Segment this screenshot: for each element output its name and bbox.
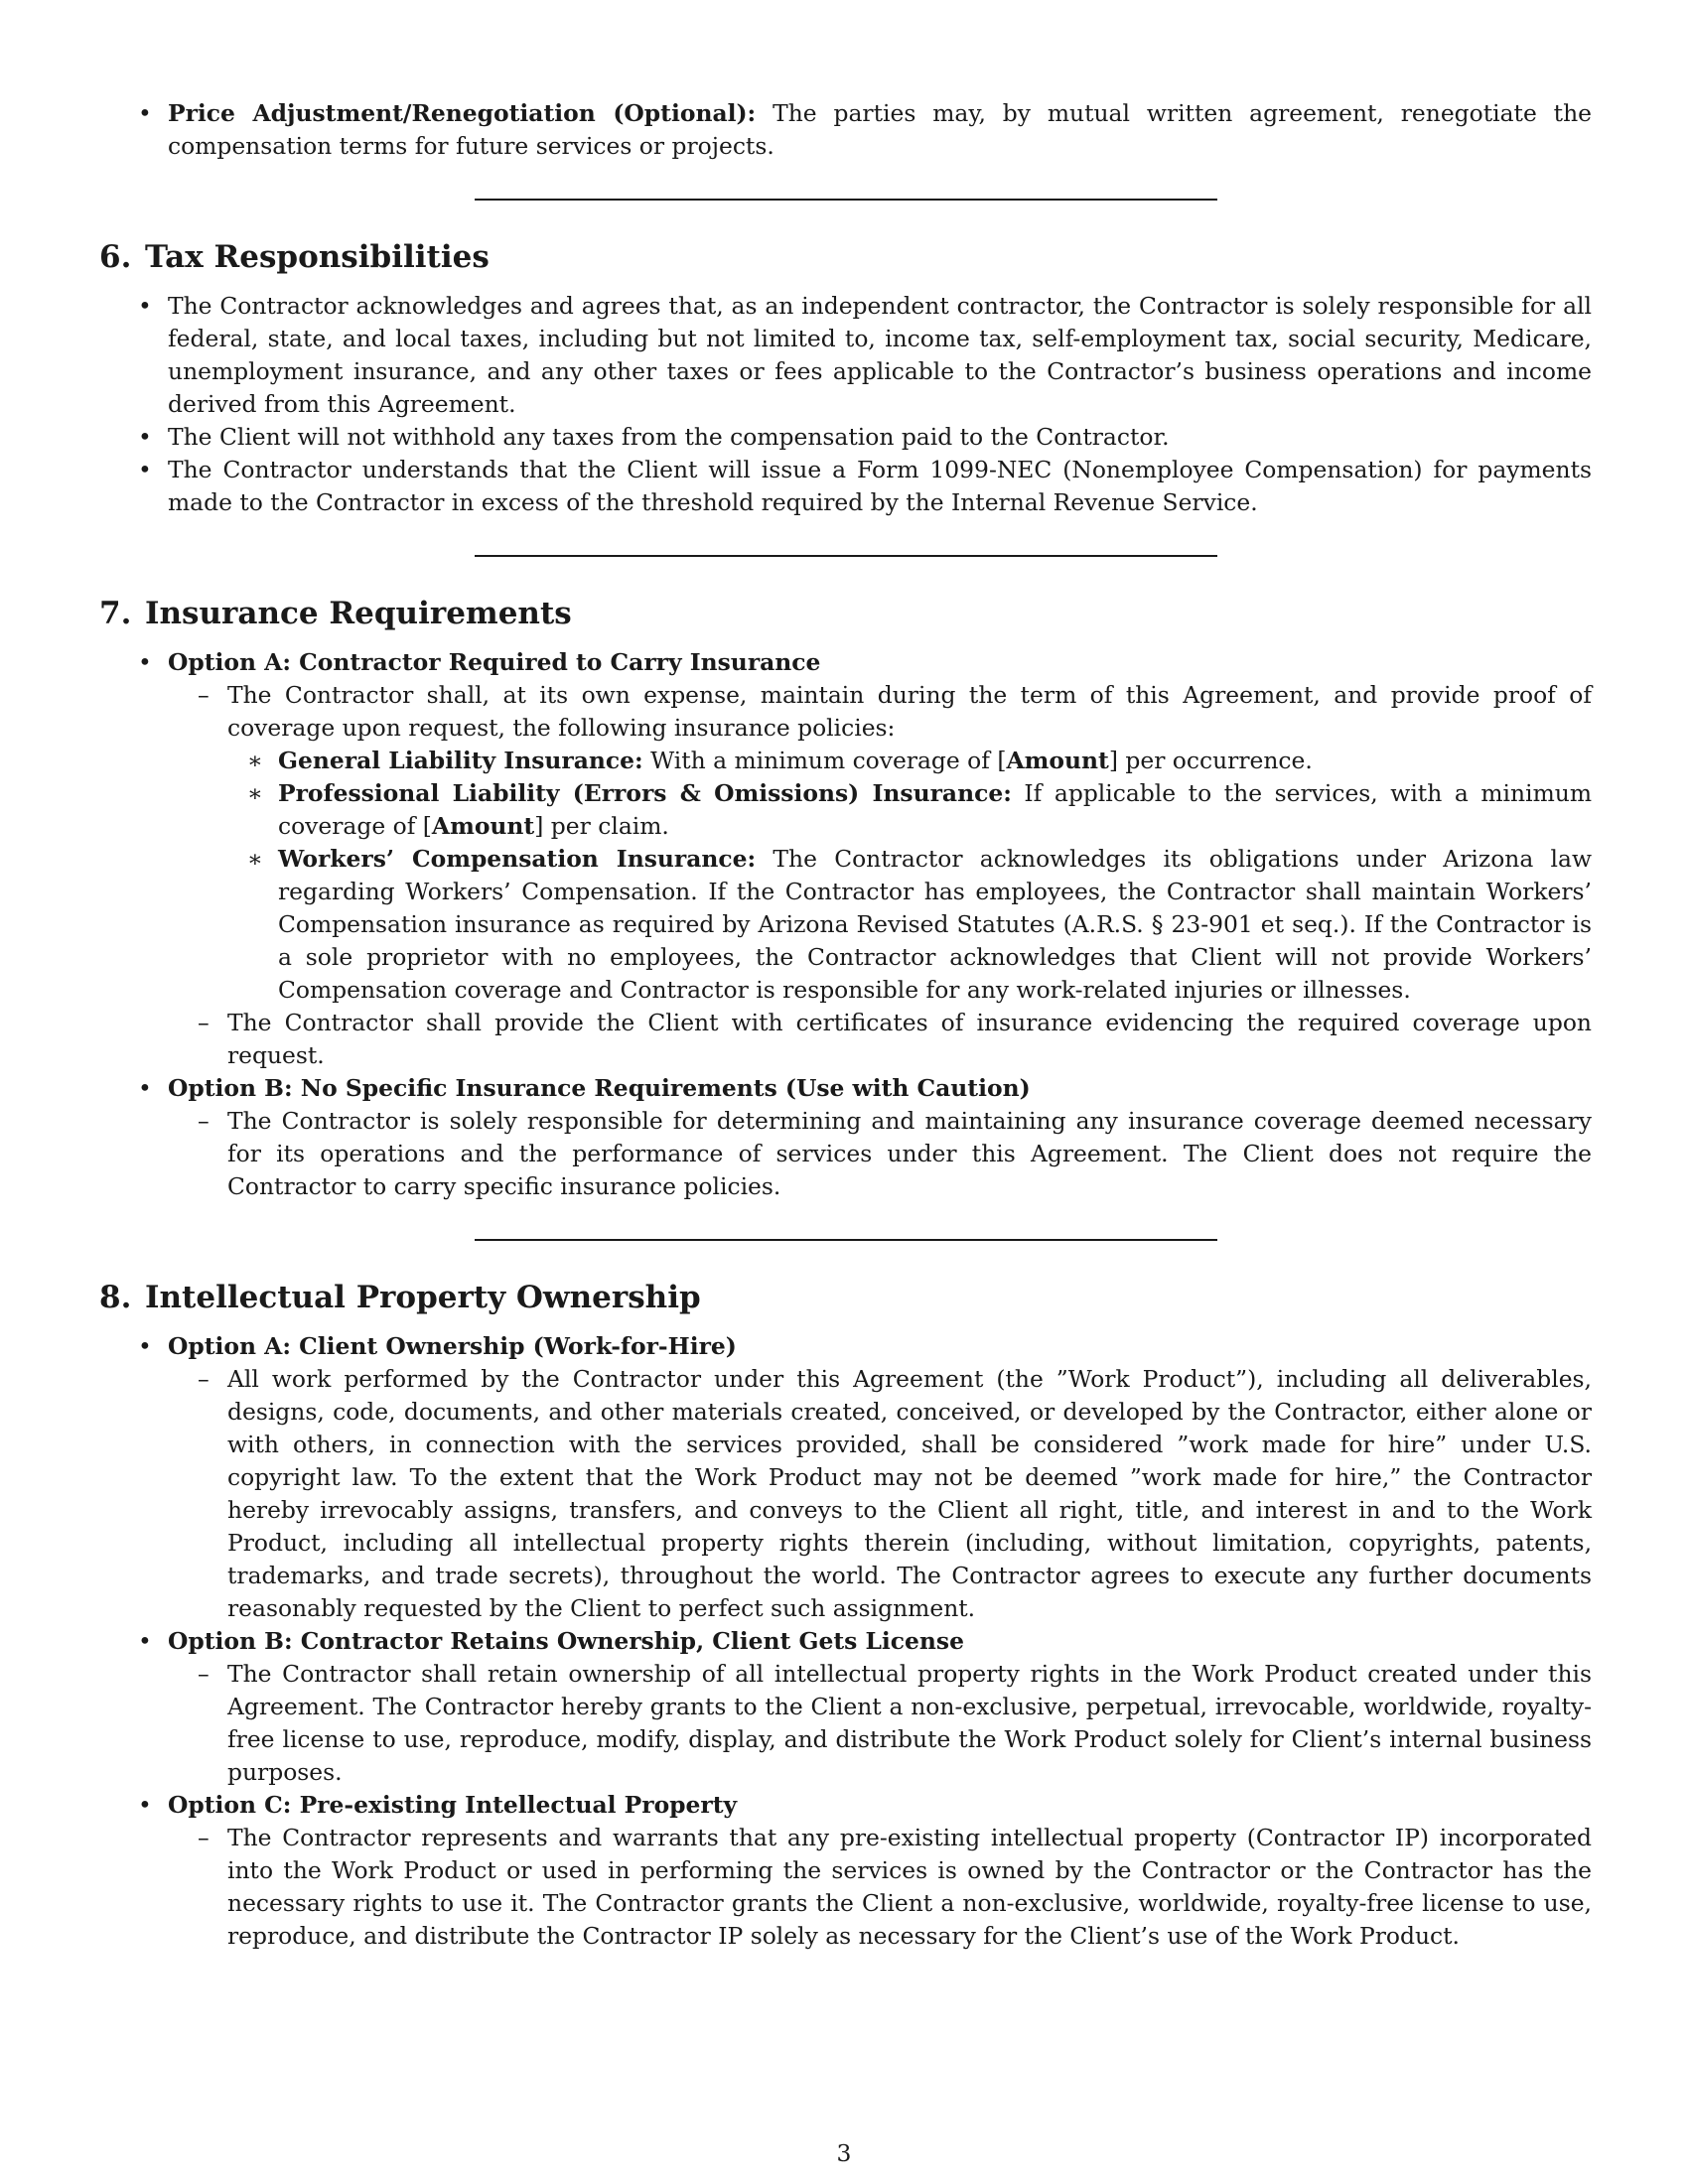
list-item: – All work performed by the Contractor under this Agreement (the ”Work Product”), including all deliverables, designs, code, documents, and other materials created, conceived, or developed by the Contractor, either alone or with others, in connection with the services provided, shall be considered ”work made for hire” under U.S. copyright law. To the extent that the Work Product may not be deemed ”work made for hire,” the Contractor hereby irrevocably assigns, transfers, and conveys to the Client all right, title, and interest in and to the Work Product, including all intellectual property rights therein (including, without limitation, copyrights, patents, trademarks, and trade secrets), throughout the world. The Contractor agrees to execute any further documents reasonably requested by the Client to perfect such assignment. (168, 1363, 1592, 1625)
policy-name: General Liability Insurance: (278, 747, 643, 774)
dash-list (168, 1822, 1592, 1953)
amount-placeholder: Amount (1006, 747, 1109, 774)
policy-name: Workers’ Compensation Insurance: (278, 845, 757, 873)
section-title: Tax Responsibilities (145, 239, 490, 275)
star-list (227, 745, 1592, 1007)
list-item (227, 777, 1592, 843)
list-item (99, 1330, 1592, 1625)
list-item (227, 745, 1592, 777)
section-6-heading (99, 237, 1592, 277)
insurance-option-list (99, 646, 1592, 1203)
policy-text: The Contractor acknowledges its obligations under Arizona law regarding Workers’ Compensation. If the Contractor has employees, the Contractor shall maintain Workers’ Compensation insurance as required by Arizona Revised Statutes (A.R.S. § 23-901 et seq.). If the Contractor is a sole proprietor with no employees, the Contractor acknowledges that Client will not provide Workers’ Compensation coverage and Contractor is responsible for any work-related injuries or illnesses. (278, 845, 1592, 1004)
policy-text: With a minimum coverage of [ (642, 747, 1007, 774)
document-page (99, 97, 1592, 1953)
section-divider (475, 1239, 1217, 1241)
section-7-heading (99, 594, 1592, 633)
section-number: 7. (99, 596, 132, 631)
section-8-heading (99, 1278, 1592, 1317)
ip-option-list (99, 1330, 1592, 1953)
list-item: – The Contractor is solely responsible for determining and maintaining any insurance coverage deemed necessary for its operations and the performance of services under this Agreement. The Client does not require the Contractor to carry specific insurance policies. (168, 1105, 1592, 1203)
policy-text: ] per claim. (534, 812, 669, 840)
list-item: – The Contractor represents and warrants that any pre-existing intellectual property (Contractor IP) incorporated into the Work Product or used in performing the services is owned by the Contractor or the Contractor has the necessary rights to use it. The Contractor grants the Client a non-exclusive, worldwide, royalty-free license to use, reproduce, and distribute the Contractor IP solely as necessary for the Client’s use of the Work Product. (168, 1822, 1592, 1953)
option-label: Option C: Pre-existing Intellectual Property (168, 1791, 738, 1819)
section-number: 6. (99, 239, 132, 275)
tax-bullet-list (99, 290, 1592, 519)
section-divider (475, 199, 1217, 201)
option-label: Option B: Contractor Retains Ownership, Client Gets License (168, 1627, 964, 1655)
policy-text: If applicable to the services, with a minimum coverage of [ (278, 779, 1593, 840)
option-label: Option B: No Specific Insurance Requirements (Use with Caution) (168, 1074, 1031, 1102)
list-item (99, 1789, 1592, 1953)
dash-list (168, 1363, 1592, 1625)
policy-name: Professional Liability (Errors & Omissions) Insurance: (278, 779, 1012, 807)
list-item (227, 843, 1592, 1007)
bullet-heading: Price Adjustment/Renegotiation (Optional): (168, 99, 757, 127)
section-number: 8. (99, 1280, 132, 1315)
option-label: Option A: Contractor Required to Carry Insurance (168, 648, 821, 676)
list-item: – The Contractor shall provide the Client with certificates of insurance evidencing the required coverage upon request. (168, 1007, 1592, 1072)
dash-text: The Contractor shall, at its own expense, maintain during the term of this Agreement, and provide proof of coverage upon request, the following insurance policies: (227, 681, 1592, 742)
list-item (168, 679, 1592, 1007)
dash-list (168, 1658, 1592, 1789)
list-item (99, 97, 1592, 163)
list-item: – The Contractor shall retain ownership of all intellectual property rights in the Work Product created under this Agreement. The Contractor hereby grants to the Client a non-exclusive, perpetual, irrevocable, worldwide, royalty-free license to use, reproduce, modify, display, and distribute the Work Product solely for Client’s internal business purposes. (168, 1658, 1592, 1789)
bullet-text: The parties may, by mutual written agreement, renegotiate the compensation terms for future services or projects. (168, 99, 1592, 160)
option-label: Option A: Client Ownership (Work-for-Hire) (168, 1332, 737, 1360)
section-divider (475, 555, 1217, 557)
list-item (99, 1625, 1592, 1789)
list-item: • The Contractor understands that the Client will issue a Form 1099-NEC (Nonemployee Compensation) for payments made to the Contractor in excess of the threshold required by the Internal Revenue Service. (99, 454, 1592, 519)
amount-placeholder: Amount (431, 812, 535, 840)
dash-list (168, 679, 1592, 1072)
page-number: 3 (836, 2139, 852, 2167)
compensation-bullet-list (99, 97, 1592, 163)
section-title: Intellectual Property Ownership (145, 1280, 701, 1315)
policy-text: ] per occurrence. (1108, 747, 1313, 774)
dash-list (168, 1105, 1592, 1203)
list-item (99, 646, 1592, 1072)
section-title: Insurance Requirements (145, 596, 572, 631)
list-item: • The Contractor acknowledges and agrees that, as an independent contractor, the Contractor is solely responsible for all federal, state, and local taxes, including but not limited to, income tax, self-employment tax, social security, Medicare, unemployment insurance, and any other taxes or fees applicable to the Contractor’s business operations and income derived from this Agreement. (99, 290, 1592, 421)
list-item (99, 1072, 1592, 1203)
list-item: • The Client will not withhold any taxes from the compensation paid to the Contractor. (99, 421, 1592, 454)
